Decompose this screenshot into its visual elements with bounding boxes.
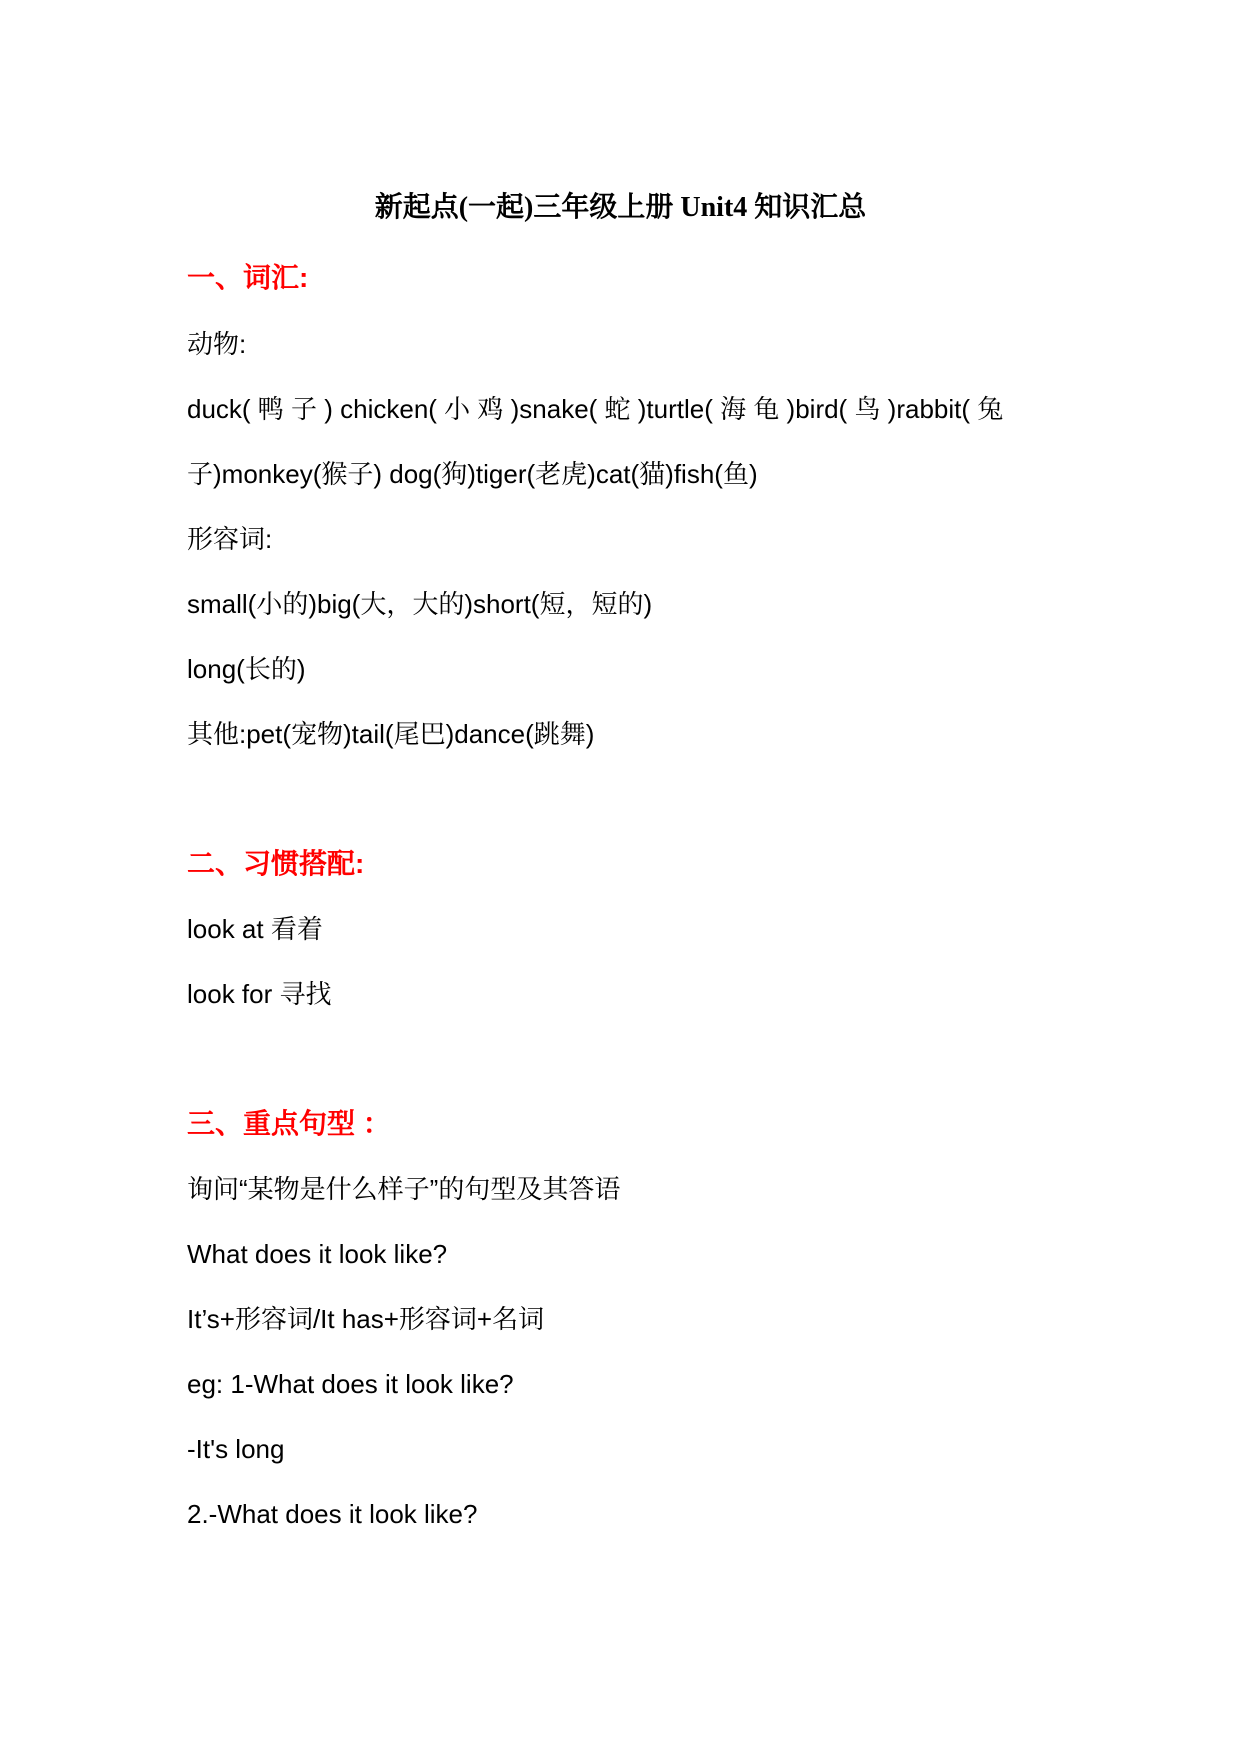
- phrase-item: look for 寻找: [187, 979, 332, 1009]
- sentence-line: 2.-What does it look like?: [187, 1499, 478, 1529]
- vocab-heading: 一、词汇:: [187, 262, 309, 293]
- adjectives-line-2: long(长的): [187, 654, 306, 684]
- adjectives-label: 形容词:: [187, 524, 273, 554]
- phrases-heading: 二、习惯搭配:: [187, 848, 365, 879]
- sentence-line: eg: 1-What does it look like?: [187, 1369, 514, 1399]
- animals-label: 动物:: [187, 329, 247, 359]
- animals-line-2: 子)monkey(猴子) dog(狗)tiger(老虎)cat(猫)fish(鱼): [187, 459, 758, 489]
- animals-line-1: duck( 鸭 子 ) chicken( 小 鸡 )snake( 蛇 )turtle( 海 龟 )bird( 鸟 )rabbit( 兔: [187, 394, 1004, 424]
- others-line: 其他:pet(宠物)tail(尾巴)dance(跳舞): [187, 719, 595, 749]
- sentence-line: What does it look like?: [187, 1239, 448, 1269]
- sentence-line: 询问“某物是什么样子”的句型及其答语: [187, 1174, 621, 1204]
- sentence-line: It’s+形容词/It has+形容词+名词: [187, 1304, 545, 1334]
- phrase-item: look at 看着: [187, 914, 323, 944]
- sentence-line: -It's long: [187, 1434, 285, 1464]
- document-title: 新起点(一起)三年级上册 Unit4 知识汇总: [374, 192, 867, 223]
- sentences-heading: 三、重点句型 ：: [187, 1108, 391, 1139]
- adjectives-line-1: small(小的)big(大，大的)short(短，短的): [187, 589, 653, 619]
